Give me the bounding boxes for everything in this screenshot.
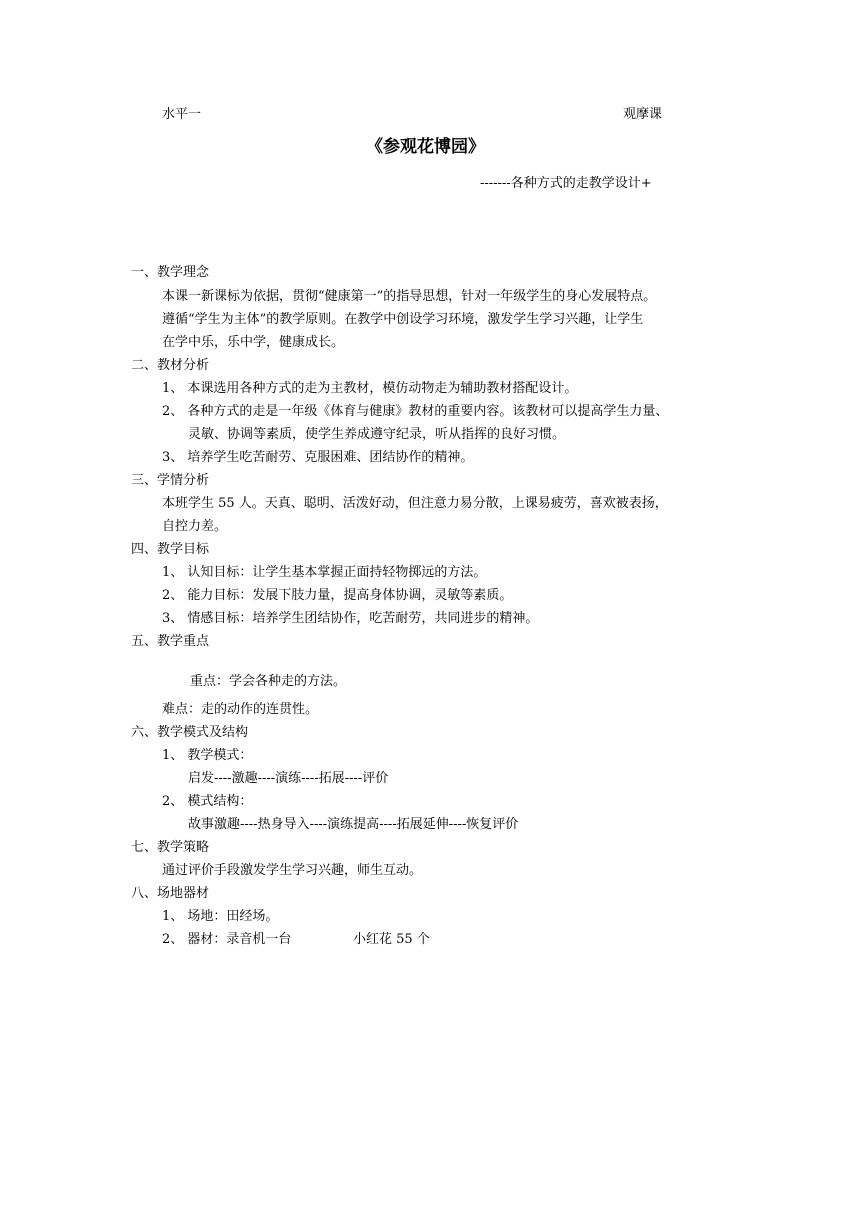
section-heading-goals: 四、教学目标 <box>131 542 210 557</box>
list-item: 2、 模式结构： <box>162 794 253 809</box>
section-heading-equipment: 八、场地器材 <box>131 886 210 901</box>
list-item: 3、 培养学生吃苦耐劳、克服困难、团结协作的精神。 <box>162 450 474 465</box>
list-item: 1、 场地：田经场。 <box>162 909 279 924</box>
list-item-detail: 启发----激趣----演练----拓展----评价 <box>188 771 389 786</box>
section-heading-strategy: 七、教学策略 <box>131 840 210 855</box>
section-heading-students: 三、学情分析 <box>131 473 210 488</box>
key-point-text: 重点：学会各种走的方法。 <box>190 674 347 689</box>
section-heading-philosophy: 一、教学理念 <box>131 265 210 280</box>
list-item: 2、 器材：录音机一台 <box>162 932 292 947</box>
paragraph-line: 自控力差。 <box>162 519 228 534</box>
list-item: 2、 各种方式的走是一年级《体育与健康》教材的重要内容。该教材可以提高学生力量、 <box>162 404 669 419</box>
paragraph-line: 本班学生 55 人。天真、聪明、活泼好动，但注意力易分散，上课易疲劳，喜欢被表扬， <box>162 496 668 511</box>
list-item-extra: 小红花 55 个 <box>353 932 430 947</box>
list-item: 3、 情感目标：培养学生团结协作，吃苦耐劳，共同进步的精神。 <box>162 611 539 626</box>
section-heading-model: 六、教学模式及结构 <box>131 725 249 740</box>
course-type-label: 观摩课 <box>623 107 663 122</box>
list-item: 1、 认知目标：让学生基本掌握正面持轻物掷远的方法。 <box>162 565 487 580</box>
document-subtitle: -------各种方式的走教学设计+ <box>480 176 652 191</box>
list-item: 1、 教学模式： <box>162 748 253 763</box>
paragraph-line: 在学中乐，乐中学，健康成长。 <box>162 335 345 350</box>
section-heading-material: 二、教材分析 <box>131 358 210 373</box>
list-item-detail: 故事激趣----热身导入----演练提高----拓展延伸----恢复评价 <box>188 817 519 832</box>
document-title: 《参观花博园》 <box>366 137 485 157</box>
list-item: 1、 本课选用各种方式的走为主教材，模仿动物走为辅助教材搭配设计。 <box>162 381 578 396</box>
paragraph-line: 遵循“学生为主体”的教学原则。在教学中创设学习环境，激发学生学习兴趣，让学生 <box>162 312 644 327</box>
paragraph-line: 通过评价手段激发学生学习兴趣，师生互动。 <box>162 863 423 878</box>
list-item: 2、 能力目标：发展下肢力量，提高身体协调，灵敏等素质。 <box>162 588 513 603</box>
paragraph-line: 本课一新课标为依据，贯彻“健康第一”的指导思想，针对一年级学生的身心发展特点。 <box>162 289 657 304</box>
list-item-continuation: 灵敏、协调等素质，使学生养成遵守纪录，听从指挥的良好习惯。 <box>188 427 566 442</box>
level-label: 水平一 <box>162 107 202 122</box>
difficulty-text: 难点：走的动作的连贯性。 <box>162 702 319 717</box>
section-heading-key-points: 五、教学重点 <box>131 634 210 649</box>
